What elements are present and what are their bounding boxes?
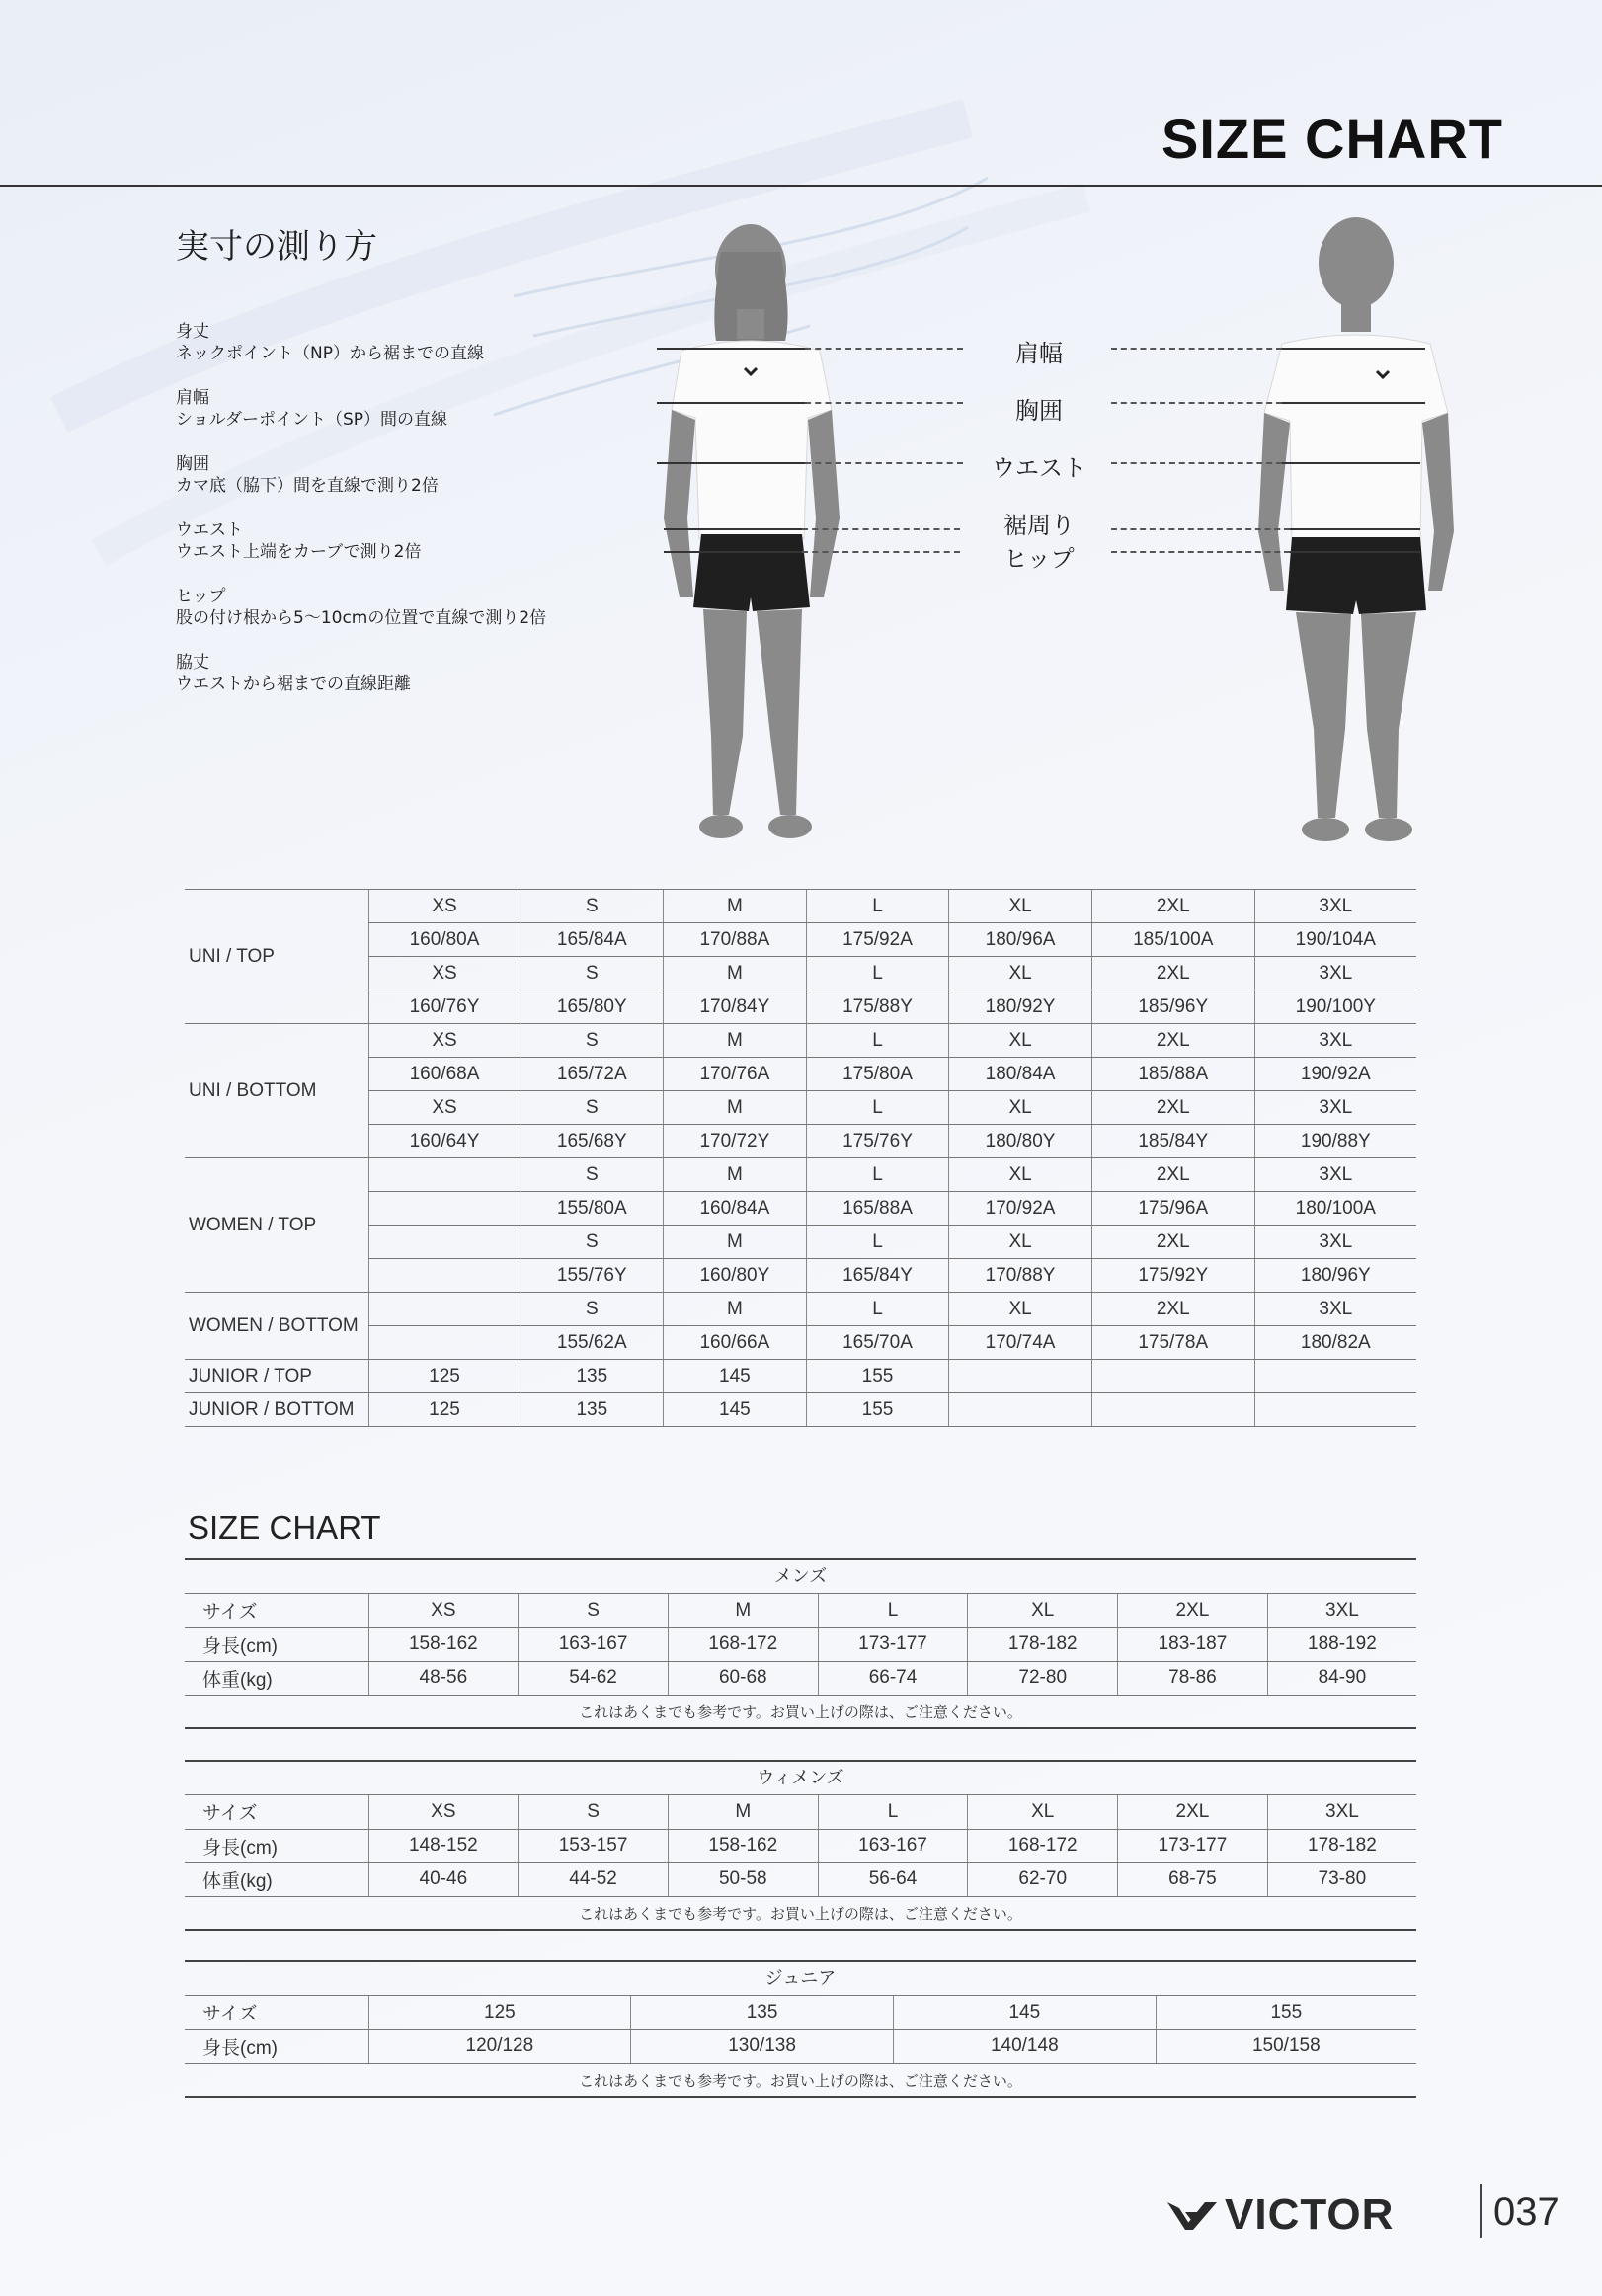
measure-item-desc: カマ底（脇下）間を直線で測り2倍 <box>176 476 439 496</box>
table-cell: 155 <box>1156 1996 1416 2029</box>
table-row <box>185 1326 1416 1360</box>
table-cell: M <box>668 1594 818 1627</box>
measure-item-desc: ネックポイント（NP）から裾までの直線 <box>176 344 484 363</box>
table-cell: 185/84Y <box>1091 1125 1254 1158</box>
table-cell: S <box>521 890 664 923</box>
figure-label-waist: ウエスト <box>992 454 1086 482</box>
table-cell: M <box>664 1158 807 1192</box>
table-cell: 2XL <box>1091 1293 1254 1326</box>
table-row <box>185 1795 1416 1829</box>
table-cell: XS <box>368 1091 521 1125</box>
table-cell: S <box>521 1158 664 1192</box>
table-cell: 185/88A <box>1091 1058 1254 1091</box>
figure-label-hip: ヒップ <box>1003 545 1075 573</box>
table-cell: 3XL <box>1254 1293 1416 1326</box>
table-cell: 158-162 <box>368 1627 519 1661</box>
table-cell: 150/158 <box>1156 2029 1416 2063</box>
table-cell: 84-90 <box>1267 1661 1416 1695</box>
table-cell: 163-167 <box>818 1829 968 1862</box>
brand-logo: VICTOR <box>1225 2190 1395 2239</box>
measure-item-desc: 股の付け根から5〜10cmの位置で直線で測り2倍 <box>176 608 547 628</box>
table-cell: 180/82A <box>1254 1326 1416 1360</box>
table-cell: 135 <box>631 1996 894 2029</box>
table-row <box>185 1091 1416 1125</box>
table-cell: 62-70 <box>968 1862 1118 1896</box>
hip-line-male <box>1290 551 1420 553</box>
table-row <box>185 1360 1416 1393</box>
table-cell: S <box>519 1795 669 1829</box>
guide-dashed-line <box>805 402 963 404</box>
table-cell: 168-172 <box>668 1627 818 1661</box>
guide-dashed-line <box>1111 528 1290 530</box>
reference-note: これはあくまでも参考です。お買い上げの際は、ご注意ください。 <box>185 1696 1416 1729</box>
group-label: UNI / BOTTOM <box>185 1024 368 1158</box>
table-cell: 175/76Y <box>806 1125 949 1158</box>
table-cell: 165/84A <box>521 923 664 957</box>
table-cell: 54-62 <box>519 1661 669 1695</box>
table-cell: 175/96A <box>1091 1192 1254 1226</box>
table-row <box>185 990 1416 1024</box>
table-cell: 153-157 <box>519 1829 669 1862</box>
group-label: WOMEN / TOP <box>185 1158 368 1293</box>
table-cell: S <box>521 1293 664 1326</box>
table-cell: 60-68 <box>668 1661 818 1695</box>
table-cell: 180/96A <box>949 923 1092 957</box>
table-cell <box>368 1192 521 1226</box>
table-row <box>185 1125 1416 1158</box>
table-cell: L <box>818 1795 968 1829</box>
measure-item <box>176 387 591 453</box>
table-cell: M <box>664 1024 807 1058</box>
table-row <box>185 1661 1416 1695</box>
table-cell: 155/76Y <box>521 1259 664 1293</box>
guide-dashed-line <box>805 462 963 464</box>
hem-line-female <box>664 528 802 530</box>
table-cell: L <box>806 1091 949 1125</box>
measure-title: 実寸の測り方 <box>176 227 377 267</box>
table-cell: 56-64 <box>818 1862 968 1896</box>
table-cell: 190/88Y <box>1254 1125 1416 1158</box>
table-cell: 180/92Y <box>949 990 1092 1024</box>
table-cell: 170/84Y <box>664 990 807 1024</box>
measure-item-name: 肩幅 <box>176 388 209 408</box>
table-cell: 160/66A <box>664 1326 807 1360</box>
measure-item-name: 身丈 <box>176 322 209 342</box>
row-label: 身長(cm) <box>185 2029 368 2063</box>
table-cell: 183-187 <box>1118 1627 1268 1661</box>
table-row <box>185 1829 1416 1862</box>
table-cell: 2XL <box>1091 1091 1254 1125</box>
table-cell: M <box>664 890 807 923</box>
row-label: サイズ <box>185 1795 368 1829</box>
measure-item-desc: ウエストから裾までの直線距離 <box>176 674 411 694</box>
header-divider <box>0 185 1602 187</box>
table-cell: 188-192 <box>1267 1627 1416 1661</box>
table-cell: 185/96Y <box>1091 990 1254 1024</box>
table-cell <box>949 1360 1092 1393</box>
table-cell <box>368 1259 521 1293</box>
table-row <box>185 1192 1416 1226</box>
measure-item <box>176 652 591 718</box>
table-cell: XL <box>968 1594 1118 1627</box>
table-cell: L <box>806 1024 949 1058</box>
table-cell: 40-46 <box>368 1862 519 1896</box>
table-cell: 78-86 <box>1118 1661 1268 1695</box>
table-cell: 2XL <box>1091 1158 1254 1192</box>
table-cell: S <box>521 1226 664 1259</box>
table-cell: 145 <box>893 1996 1156 2029</box>
table-cell: 165/84Y <box>806 1259 949 1293</box>
table-cell: 3XL <box>1254 957 1416 990</box>
table-cell: 48-56 <box>368 1661 519 1695</box>
reference-note: これはあくまでも参考です。お買い上げの際は、ご注意ください。 <box>185 2064 1416 2098</box>
guide-dashed-line <box>805 348 963 350</box>
guide-dashed-line <box>1111 551 1290 553</box>
measure-item <box>176 586 591 652</box>
table-cell: 3XL <box>1267 1795 1416 1829</box>
table-cell: 190/92A <box>1254 1058 1416 1091</box>
table-cell: L <box>806 957 949 990</box>
table-cell: 160/64Y <box>368 1125 521 1158</box>
table-cell: 125 <box>368 1996 631 2029</box>
table-cell <box>368 1293 521 1326</box>
table-cell: 175/92Y <box>1091 1259 1254 1293</box>
table-cell: 165/70A <box>806 1326 949 1360</box>
size-chart-title: SIZE CHART <box>188 1509 381 1545</box>
table-cell: 180/96Y <box>1254 1259 1416 1293</box>
table-row <box>185 1393 1416 1427</box>
table-cell: XS <box>368 1795 519 1829</box>
table-cell: 173-177 <box>1118 1829 1268 1862</box>
table-cell: L <box>806 1158 949 1192</box>
measure-item-name: 胸囲 <box>176 454 209 474</box>
table-cell: 145 <box>664 1360 807 1393</box>
figure-label-shoulder: 肩幅 <box>1015 340 1063 367</box>
group-label: UNI / TOP <box>185 890 368 1024</box>
table-cell: 2XL <box>1091 957 1254 990</box>
page-number: 037 <box>1493 2190 1560 2234</box>
table-cell: 2XL <box>1118 1795 1268 1829</box>
table-cell: 3XL <box>1254 1091 1416 1125</box>
table-cell: 178-182 <box>968 1627 1118 1661</box>
page-title: SIZE CHART <box>1161 108 1503 170</box>
table-cell: XS <box>368 957 521 990</box>
table-cell: 140/148 <box>893 2029 1156 2063</box>
table-row <box>185 1996 1416 2029</box>
table-cell: L <box>806 1293 949 1326</box>
table-cell: S <box>521 1091 664 1125</box>
table-cell <box>368 1226 521 1259</box>
row-label: サイズ <box>185 1996 368 2029</box>
table-cell: XL <box>949 1226 1092 1259</box>
table-cell: 165/68Y <box>521 1125 664 1158</box>
table-cell: 155 <box>806 1360 949 1393</box>
group-label: WOMEN / BOTTOM <box>185 1293 368 1360</box>
table-cell <box>949 1393 1092 1427</box>
table-cell: XL <box>949 890 1092 923</box>
table-cell <box>368 1158 521 1192</box>
womens-heading: ウィメンズ <box>185 1762 1416 1795</box>
table-cell: 175/80A <box>806 1058 949 1091</box>
measure-item-name: ウエスト <box>176 520 243 540</box>
table-cell: 50-58 <box>668 1862 818 1896</box>
mens-heading: メンズ <box>185 1560 1416 1594</box>
figure-label-chest: 胸囲 <box>1015 397 1063 425</box>
measure-item-desc: ウエスト上端をカーブで測り2倍 <box>176 542 422 562</box>
row-label: 身長(cm) <box>185 1829 368 1862</box>
table-cell: S <box>521 1024 664 1058</box>
table-cell: 175/92A <box>806 923 949 957</box>
table-cell: M <box>664 1091 807 1125</box>
table-cell: 190/100Y <box>1254 990 1416 1024</box>
table-cell: 170/74A <box>949 1326 1092 1360</box>
table-cell: 120/128 <box>368 2029 631 2063</box>
womens-size-table <box>185 1760 1416 1931</box>
table-row <box>185 1058 1416 1091</box>
row-label: 体重(kg) <box>185 1661 368 1695</box>
table-cell: 3XL <box>1267 1594 1416 1627</box>
table-cell: 2XL <box>1091 890 1254 923</box>
table-cell: 170/88A <box>664 923 807 957</box>
chest-line-male <box>1282 402 1425 404</box>
table-cell: 175/78A <box>1091 1326 1254 1360</box>
table-cell: 155/62A <box>521 1326 664 1360</box>
table-cell: 3XL <box>1254 1226 1416 1259</box>
table-cell <box>1091 1360 1254 1393</box>
table-cell: 165/72A <box>521 1058 664 1091</box>
measure-item-desc: ショルダーポイント（SP）間の直線 <box>176 410 448 430</box>
table-row <box>185 1259 1416 1293</box>
row-label: 身長(cm) <box>185 1627 368 1661</box>
table-cell: XL <box>949 1091 1092 1125</box>
female-figure-illustration <box>622 222 879 854</box>
table-cell <box>1091 1393 1254 1427</box>
table-cell: 163-167 <box>519 1627 669 1661</box>
table-cell: M <box>664 957 807 990</box>
table-cell: XS <box>368 890 521 923</box>
table-cell: 180/80Y <box>949 1125 1092 1158</box>
table-cell: 160/76Y <box>368 990 521 1024</box>
table-cell: 155 <box>806 1393 949 1427</box>
table-row <box>185 2029 1416 2063</box>
table-cell: XL <box>949 957 1092 990</box>
shoulder-line-male <box>1282 348 1425 350</box>
victor-logo-icon <box>1165 2198 1219 2234</box>
table-cell <box>1254 1393 1416 1427</box>
size-conversion-table <box>185 889 1416 1427</box>
table-cell: 72-80 <box>968 1661 1118 1695</box>
table-cell: 148-152 <box>368 1829 519 1862</box>
guide-dashed-line <box>802 528 960 530</box>
table-cell: 135 <box>521 1393 664 1427</box>
table-row <box>185 1158 1416 1192</box>
table-row <box>185 957 1416 990</box>
table-cell: 170/88Y <box>949 1259 1092 1293</box>
table-row <box>185 1293 1416 1326</box>
junior-size-table <box>185 1960 1416 2098</box>
table-cell: 68-75 <box>1118 1862 1268 1896</box>
table-cell: 66-74 <box>818 1661 968 1695</box>
measure-list <box>176 321 591 718</box>
figure-label-hem: 裾周り <box>1003 512 1075 539</box>
table-cell: 160/80Y <box>664 1259 807 1293</box>
table-cell: 160/84A <box>664 1192 807 1226</box>
table-cell: 73-80 <box>1267 1862 1416 1896</box>
table-cell: 3XL <box>1254 890 1416 923</box>
waist-line-female <box>657 462 805 464</box>
table-cell: 180/100A <box>1254 1192 1416 1226</box>
table-cell: M <box>664 1226 807 1259</box>
table-cell: XS <box>368 1594 519 1627</box>
table-cell: M <box>664 1293 807 1326</box>
measure-item <box>176 519 591 586</box>
guide-dashed-line <box>1111 402 1282 404</box>
reference-note: これはあくまでも参考です。お買い上げの際は、ご注意ください。 <box>185 1897 1416 1931</box>
hem-line-male <box>1290 528 1420 530</box>
table-cell: XL <box>949 1293 1092 1326</box>
table-cell: 175/88Y <box>806 990 949 1024</box>
guide-dashed-line <box>1111 462 1282 464</box>
table-cell: 185/100A <box>1091 923 1254 957</box>
measure-item <box>176 453 591 519</box>
table-cell: 190/104A <box>1254 923 1416 957</box>
table-cell: 2XL <box>1091 1024 1254 1058</box>
measure-item-name: ヒップ <box>176 587 226 606</box>
table-cell: 165/88A <box>806 1192 949 1226</box>
row-label: 体重(kg) <box>185 1862 368 1896</box>
table-cell: XS <box>368 1024 521 1058</box>
table-row <box>185 890 1416 923</box>
table-cell: 170/72Y <box>664 1125 807 1158</box>
table-row <box>185 1024 1416 1058</box>
mens-size-table <box>185 1558 1416 1729</box>
group-label: JUNIOR / BOTTOM <box>185 1393 368 1427</box>
table-cell: 160/68A <box>368 1058 521 1091</box>
table-cell: S <box>519 1594 669 1627</box>
table-row <box>185 1226 1416 1259</box>
table-cell <box>368 1326 521 1360</box>
table-cell: 135 <box>521 1360 664 1393</box>
table-cell: 44-52 <box>519 1862 669 1896</box>
male-figure-illustration <box>1252 215 1460 857</box>
table-cell: 125 <box>368 1393 521 1427</box>
table-cell: 130/138 <box>631 2029 894 2063</box>
table-row <box>185 1862 1416 1896</box>
table-cell: 158-162 <box>668 1829 818 1862</box>
table-cell: L <box>818 1594 968 1627</box>
table-cell: S <box>521 957 664 990</box>
table-cell: 125 <box>368 1360 521 1393</box>
table-cell: XL <box>968 1795 1118 1829</box>
table-cell: M <box>668 1795 818 1829</box>
table-row <box>185 1594 1416 1627</box>
table-cell: 170/76A <box>664 1058 807 1091</box>
group-label: JUNIOR / TOP <box>185 1360 368 1393</box>
table-cell: L <box>806 1226 949 1259</box>
chest-line-female <box>657 402 805 404</box>
table-cell: 2XL <box>1118 1594 1268 1627</box>
table-cell: 173-177 <box>818 1627 968 1661</box>
guide-dashed-line <box>1111 348 1282 350</box>
table-cell: 180/84A <box>949 1058 1092 1091</box>
table-cell: L <box>806 890 949 923</box>
table-cell: XL <box>949 1024 1092 1058</box>
table-cell <box>1254 1360 1416 1393</box>
table-cell: 155/80A <box>521 1192 664 1226</box>
table-cell: 160/80A <box>368 923 521 957</box>
measure-item-name: 脇丈 <box>176 653 209 673</box>
table-cell: 168-172 <box>968 1829 1118 1862</box>
shoulder-line-female <box>657 348 805 350</box>
table-row <box>185 1627 1416 1661</box>
table-cell: 170/92A <box>949 1192 1092 1226</box>
table-cell: 3XL <box>1254 1024 1416 1058</box>
measure-item <box>176 321 591 387</box>
footer-divider <box>1480 2184 1482 2238</box>
table-cell: XL <box>949 1158 1092 1192</box>
guide-dashed-line <box>802 551 960 553</box>
waist-line-male <box>1282 462 1420 464</box>
table-cell: 145 <box>664 1393 807 1427</box>
table-cell: 165/80Y <box>521 990 664 1024</box>
hip-line-female <box>664 551 802 553</box>
junior-heading: ジュニア <box>185 1962 1416 1996</box>
row-label: サイズ <box>185 1594 368 1627</box>
table-cell: 2XL <box>1091 1226 1254 1259</box>
table-row <box>185 923 1416 957</box>
table-cell: 3XL <box>1254 1158 1416 1192</box>
table-cell: 178-182 <box>1267 1829 1416 1862</box>
